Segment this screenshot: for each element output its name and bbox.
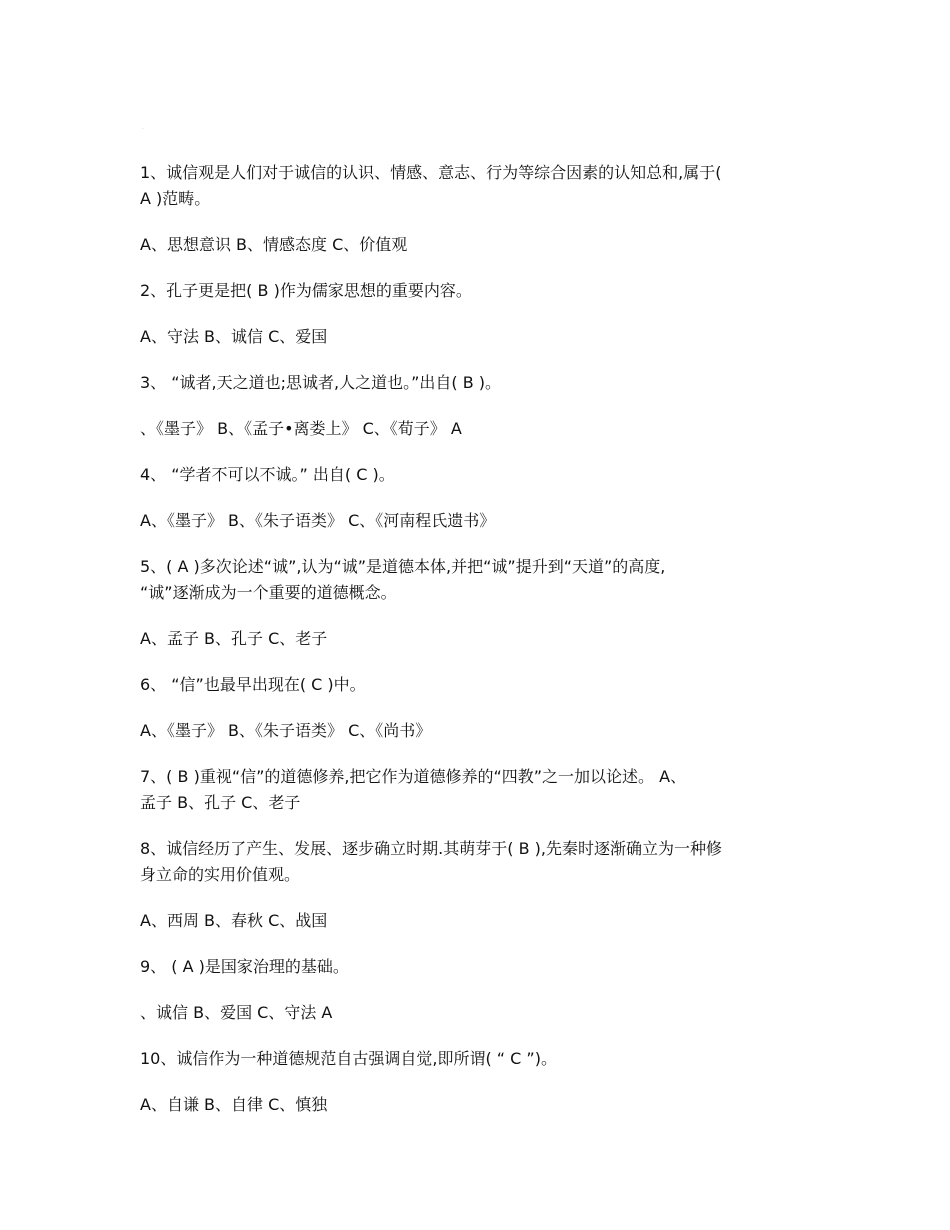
paragraph [140, 718, 820, 744]
text-line: 6、 “信”也最早出现在( C )中。 [140, 675, 366, 694]
paragraph [140, 1000, 820, 1026]
text-line: A、《墨子》 B、《朱子语类》 C、《尚书》 [140, 721, 432, 740]
text-line: “诚”逐渐成为一个重要的道德概念。 [140, 583, 397, 602]
paragraph [140, 1046, 820, 1072]
text-line: 孟子 B、孔子 C、老子 [140, 793, 301, 812]
text-line: A、孟子 B、孔子 C、老子 [140, 629, 328, 648]
text-line: 2、孔子更是把( B )作为儒家思想的重要内容。 [140, 281, 472, 300]
text-line: 9、 ( A )是国家治理的基础。 [140, 957, 349, 976]
paragraph [140, 554, 820, 606]
paragraph [140, 462, 820, 488]
paragraph [140, 836, 820, 888]
paragraph [140, 672, 820, 698]
paragraph [140, 954, 820, 980]
paragraph [140, 764, 820, 816]
paragraph [140, 232, 820, 258]
paragraph [140, 626, 820, 652]
paragraph [140, 370, 820, 396]
text-line: A、自谦 B、自律 C、慎独 [140, 1095, 328, 1114]
text-line: 、《墨子》 B、《孟子•离娄上》 C、《荀子》 A [140, 419, 462, 438]
page-mark: · [142, 126, 144, 133]
text-line: 身立命的实用价值观。 [140, 865, 301, 884]
text-line: A、西周 B、春秋 C、战国 [140, 911, 328, 930]
text-line: 1、诚信观是人们对于诚信的认识、情感、意志、行为等综合因素的认知总和,属于( [140, 163, 722, 182]
text-line: 10、诚信作为一种道德规范自古强调自觉,即所谓( “ C ”)。 [140, 1049, 557, 1068]
text-line: 4、 “学者不可以不诚。” 出自( C )。 [140, 465, 395, 484]
text-line: A )范畴。 [140, 189, 211, 208]
text-line: A、《墨子》 B、《朱子语类》 C、《河南程氏遗书》 [140, 511, 496, 530]
text-line: 、诚信 B、爱国 C、守法 A [140, 1003, 333, 1022]
paragraph [140, 1092, 820, 1118]
text-line: A、守法 B、诚信 C、爱国 [140, 327, 328, 346]
paragraph [140, 908, 820, 934]
paragraph [140, 508, 820, 534]
paragraph [140, 160, 820, 212]
paragraph [140, 278, 820, 304]
text-line: A、思想意识 B、情感态度 C、价值观 [140, 235, 408, 254]
text-line: 5、( A )多次论述“诚”,认为“诚”是道德本体,并把“诚”提升到“天道”的高度, [140, 557, 666, 576]
text-line: 8、诚信经历了产生、发展、逐步确立时期.其萌芽于( B ),先秦时逐渐确立为一种修 [140, 839, 722, 858]
text-line: 7、( B )重视“信”的道德修养,把它作为道德修养的“四教”之一加以论述。 A、 [140, 767, 687, 786]
paragraph [140, 324, 820, 350]
text-line: 3、 “诚者,天之道也;思诚者,人之道也。”出自( B )。 [140, 373, 502, 392]
paragraph [140, 416, 820, 442]
question-list [140, 160, 820, 1138]
